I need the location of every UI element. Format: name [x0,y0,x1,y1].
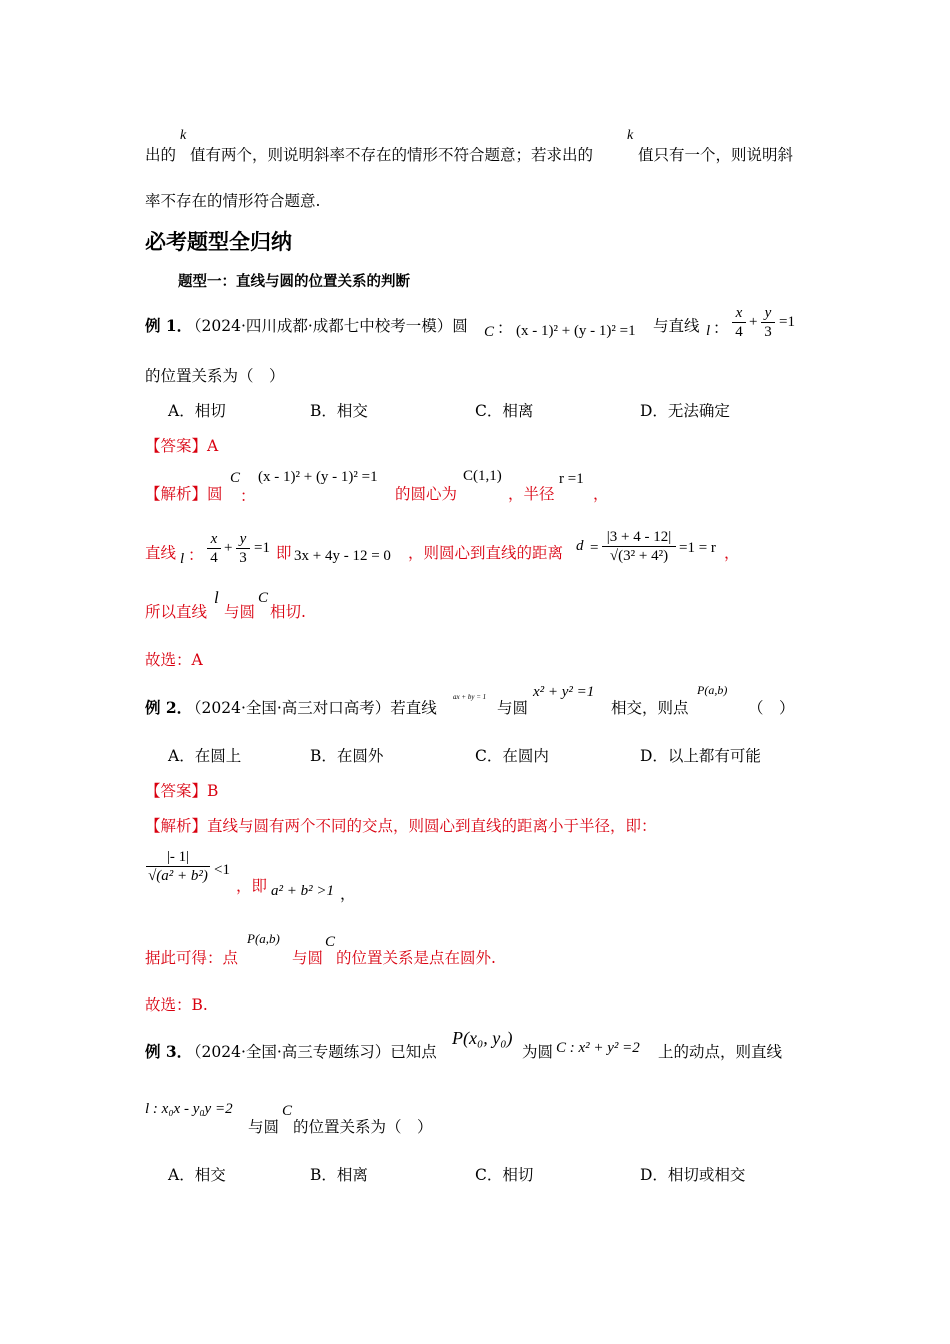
line-name: l [180,551,185,567]
intersect-text: 相交，则点 [611,699,689,717]
analysis-label: 【解析】圆 [145,485,223,503]
plus-sign: + [749,314,758,330]
intro-text-line2: 率不存在的情形符合题意. [145,192,321,210]
option-d: D．无法确定 [640,402,730,420]
ji-text: ，即 [236,877,268,895]
center-value: C(1,1) [463,468,502,484]
intro-text-a: 出的 [145,146,177,164]
line-label: 直线 [145,544,177,562]
option-b: B．相交 [310,402,368,420]
question-text: 的位置关系为（ ） [145,367,285,385]
fraction-y-over-3: y 3 [761,304,775,341]
circle-equation: C : x² + y² =2 [556,1040,640,1056]
subsection-title: 题型一：直线与圆的位置关系的判断 [178,274,410,290]
radius-value: r =1 [559,471,584,487]
section-title: 必考题型全归纳 [145,230,292,254]
inequality-2: a² + b² >1 [271,883,334,899]
option-d: D．相切或相交 [640,1166,746,1184]
distance-result: =1 = r [679,540,716,556]
option-a: A．在圆上 [168,747,242,765]
option-c: C．在圆内 [475,747,549,765]
text-with-circle: 与圆 [248,1118,280,1136]
question-text: 的位置关系为（ ） [293,1118,433,1136]
plus-sign: + [224,540,233,556]
colon: ： [188,546,204,564]
colon: ： [713,319,729,337]
comma: ， [340,885,356,903]
analysis-text: 【解析】直线与圆有两个不同的交点，则圆心到直线的距离小于半径，即： [145,817,657,835]
intro-text-c: 值只有一个，则说明斜 [638,146,794,164]
colon: ： [497,319,513,337]
ji-text: 即 [276,544,292,562]
conclusion-text-a: 所以直线 [145,603,208,621]
point-p: P(a,b) [697,683,728,697]
inequality-fraction: |- 1| √(a² + b²) [146,848,210,885]
line-general-equation: 3x + 4y - 12 = 0 [294,548,391,564]
example-label: 例 2． [145,698,193,717]
circle-name: C [484,324,495,340]
equals-sign: = [590,540,599,556]
circle-name: C [282,1103,293,1119]
circle-name: C [230,470,241,486]
example-source: （2024·全国·高三对口高考）若直线 [186,699,437,717]
circle-name: C [258,590,269,606]
comma: ， [724,544,740,562]
point-p: P(a,b) [247,931,280,946]
distance-text: ，则圆心到直线的距离 [408,544,564,562]
equals-one: =1 [779,314,795,330]
circle-equation: x² + y² =1 [533,684,595,700]
conclusion-text-c: 的位置关系是点在圆外. [336,949,496,967]
example-label: 例 3． [145,1042,193,1061]
answer: 【答案】A [145,437,219,455]
answer: 【答案】B [145,782,219,800]
variable-k: k [180,128,187,143]
conclusion-text-a: 据此可得：点 [145,949,239,967]
blank-parentheses: （ ） [748,699,795,717]
fraction-y-over-3: y 3 [236,530,250,567]
option-a: A．相切 [168,402,226,420]
conclusion-text-b: 与圆 [292,949,324,967]
conclusion-text-b: 与圆 [224,603,256,621]
text-as-circle: 为圆 [522,1043,554,1061]
radius-text: ，半径 [508,485,555,503]
choose-text: 故选：A [145,651,203,669]
intro-text-b: 值有两个，则说明斜率不存在的情形不符合题意；若求出的 [190,146,594,164]
circle-equation: (x - 1)² + (y - 1)² =1 [516,323,636,339]
center-text: 的圆心为 [395,485,458,503]
line-equation: ax + by = 1 [453,693,487,701]
distance-fraction: |3 + 4 - 12| √(3² + 4²) [602,528,676,565]
example-source: （2024·全国·高三专题练习）已知点 [186,1043,437,1061]
moving-text: 上的动点，则直线 [658,1043,783,1061]
line-name: l [214,588,219,607]
option-a: A．相交 [168,1166,226,1184]
variable-k: k [627,128,634,143]
example-source: （2024·四川成都·成都七中校考一模）圆 [186,317,468,335]
option-c: C．相切 [475,1166,534,1184]
colon: ： [240,487,256,505]
choose-text: 故选：B. [145,996,208,1014]
option-b: B．相离 [310,1166,368,1184]
fraction-x-over-4: x 4 [732,304,746,341]
line-name: l [706,323,711,339]
equals-one: =1 [254,540,270,556]
distance-symbol: d [576,538,584,554]
option-c: C．相离 [475,402,534,420]
inequality-rhs: <1 [214,862,230,878]
circle-equation: (x - 1)² + (y - 1)² =1 [258,469,378,485]
comma: ， [593,485,609,503]
example-label: 例 1． [145,316,193,335]
fraction-x-over-4: x 4 [207,530,221,567]
option-b: B．在圆外 [310,747,384,765]
circle-name: C [325,934,336,950]
text-with-line: 与直线 [653,317,700,335]
point-p: P(x₀, y₀) [452,1028,513,1048]
text-with-circle: 与圆 [497,699,529,717]
option-d: D．以上都有可能 [640,747,761,765]
conclusion-text-c: 相切. [270,603,306,621]
line-equation: l : x₀x - y₀y =2 [145,1101,233,1117]
